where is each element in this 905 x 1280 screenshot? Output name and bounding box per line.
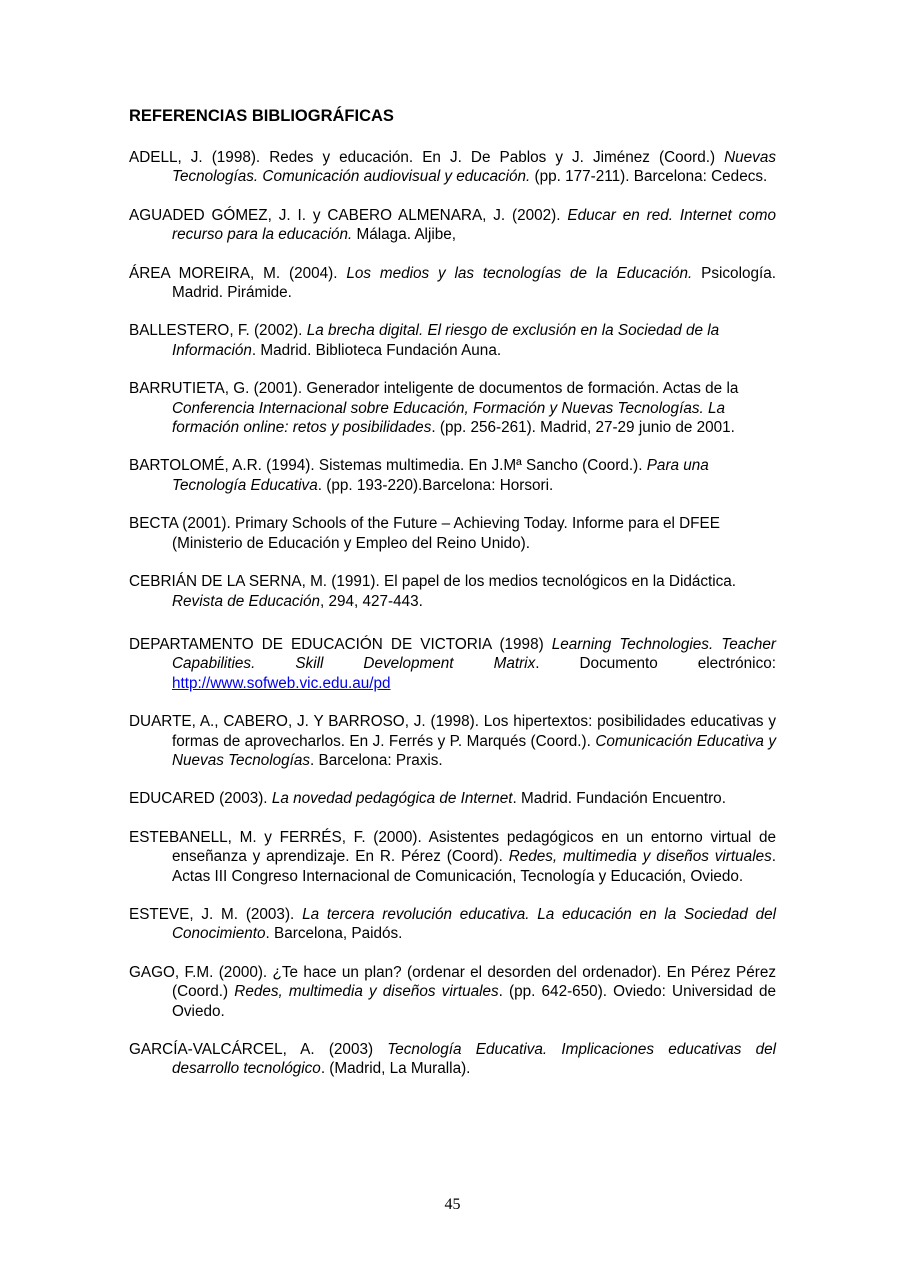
- reference-text: CEBRIÁN DE LA SERNA, M. (1991). El papel de los medios tecnológicos en la Didáctica.: [129, 573, 737, 591]
- reference-entry: [129, 148, 776, 187]
- reference-title: La brecha digital. El riesgo de exclusión en la Sociedad de la Información: [172, 322, 720, 359]
- reference-text: GARCÍA-VALCÁRCEL, A. (2003): [129, 1041, 388, 1058]
- reference-text: EDUCARED (2003).: [129, 790, 272, 808]
- reference-entry: [129, 789, 776, 808]
- bibliography-page: [129, 107, 776, 1098]
- reference-text: ESTEVE, J. M. (2003).: [129, 905, 303, 923]
- reference-title: Learning Technologies. Teacher Capabilities. Skill Development Matrix: [172, 635, 776, 673]
- reference-text: BARRUTIETA, G. (2001). Generador inteligente de documentos de formación. Actas de la: [129, 380, 739, 398]
- reference-entry: [129, 264, 776, 303]
- reference-title: Para una Tecnología Educativa: [172, 457, 709, 494]
- reference-title: Tecnología Educativa. Implicaciones educativas del desarrollo tecnológico: [172, 1041, 776, 1078]
- reference-text: . Actas III Congreso Internacional de Comunicación, Tecnología y Educación, Oviedo.: [172, 848, 776, 885]
- reference-title: La novedad pedagógica de Internet: [271, 790, 513, 808]
- reference-text: . Madrid. Biblioteca Fundación Auna.: [251, 341, 502, 359]
- reference-entry: [129, 905, 776, 944]
- page-number: 45: [444, 1196, 461, 1213]
- reference-entry: [129, 206, 776, 245]
- section-heading: REFERENCIAS BIBLIOGRÁFICAS: [129, 107, 394, 125]
- reference-entry: [129, 321, 776, 360]
- reference-entry: [129, 456, 776, 495]
- reference-text: . Barcelona: Praxis.: [310, 751, 443, 769]
- reference-title: Comunicación Educativa y Nuevas Tecnologías: [172, 732, 776, 769]
- reference-text: BALLESTERO, F. (2002).: [129, 322, 307, 340]
- reference-title: Revista de Educación: [172, 592, 320, 610]
- reference-text: . Documento electrónico:: [535, 655, 776, 673]
- reference-entry: [129, 828, 776, 886]
- reference-entry: [129, 1040, 776, 1079]
- reference-text: . (pp. 642-650). Oviedo: Universidad de Oviedo.: [172, 983, 776, 1020]
- reference-link[interactable]: http://www.sofweb.vic.edu.au/pd: [172, 674, 391, 692]
- reference-text: . (Madrid, La Muralla).: [320, 1060, 471, 1078]
- reference-title: Redes, multimedia y diseños virtuales: [234, 983, 499, 1001]
- reference-text: . (pp. 256-261). Madrid, 27-29 junio de 2001.: [431, 419, 735, 437]
- reference-entry: [129, 635, 776, 693]
- reference-text: . (pp. 193-220).Barcelona: Horsori.: [317, 476, 554, 494]
- reference-text: BARTOLOMÉ, A.R. (1994). Sistemas multimedia. En J.Mª Sancho (Coord.).: [129, 457, 647, 475]
- reference-text: Psicología. Madrid. Pirámide.: [172, 264, 776, 302]
- reference-text: . Madrid. Fundación Encuentro.: [512, 790, 726, 808]
- reference-entry: [129, 963, 776, 1021]
- reference-title: La tercera revolución educativa. La educación en la Sociedad del Conocimiento: [172, 905, 777, 943]
- reference-title: Redes, multimedia y diseños virtuales: [508, 848, 772, 866]
- reference-text: ÁREA MOREIRA, M. (2004).: [129, 264, 347, 282]
- reference-text: DEPARTAMENTO DE EDUCACIÓN DE VICTORIA (1998): [129, 635, 552, 653]
- reference-entry: [129, 514, 776, 553]
- reference-text: (pp. 177-211). Barcelona: Cedecs.: [530, 168, 768, 186]
- reference-text: GAGO, F.M. (2000). ¿Te hace un plan? (ordenar el desorden del ordenador). En Pérez Pérez (Coord.): [129, 963, 776, 1001]
- reference-text: . Barcelona, Paidós.: [265, 925, 403, 943]
- reference-title: Educar en red. Internet como recurso para la educación.: [172, 206, 776, 244]
- reference-title: Los medios y las tecnologías de la Educación.: [346, 264, 693, 282]
- reference-entry: [129, 379, 776, 437]
- reference-title: Nuevas Tecnologías. Comunicación audiovisual y educación.: [172, 149, 776, 186]
- reference-title: Conferencia Internacional sobre Educación, Formación y Nuevas Tecnologías. La formación online: retos y posibilidades: [172, 399, 725, 437]
- reference-text: AGUADED GÓMEZ, J. I. y CABERO ALMENARA, J. (2002).: [129, 206, 568, 224]
- reference-text: ADELL, J. (1998). Redes y educación. En J. De Pablos y J. Jiménez (Coord.): [129, 149, 725, 166]
- reference-text: DUARTE, A., CABERO, J. Y BARROSO, J. (1998). Los hipertextos: posibilidades educativas y formas de aprovecharlos. En J. Ferrés y P. Marqués (Coord.).: [129, 713, 776, 750]
- reference-entry: [129, 712, 776, 770]
- reference-entry: [129, 572, 776, 611]
- reference-text: ESTEBANELL, M. y FERRÉS, F. (2000). Asistentes pedagógicos en un entorno virtual de enseñanza y aprendizaje. En R. Pérez (Coord).: [129, 828, 776, 866]
- reference-text: BECTA (2001). Primary Schools of the Future – Achieving Today. Informe para el DFEE (Ministerio de Educación y Empleo del Reino Unido).: [129, 515, 720, 552]
- reference-text: Málaga. Aljibe,: [352, 226, 457, 244]
- reference-text: , 294, 427-443.: [319, 592, 423, 610]
